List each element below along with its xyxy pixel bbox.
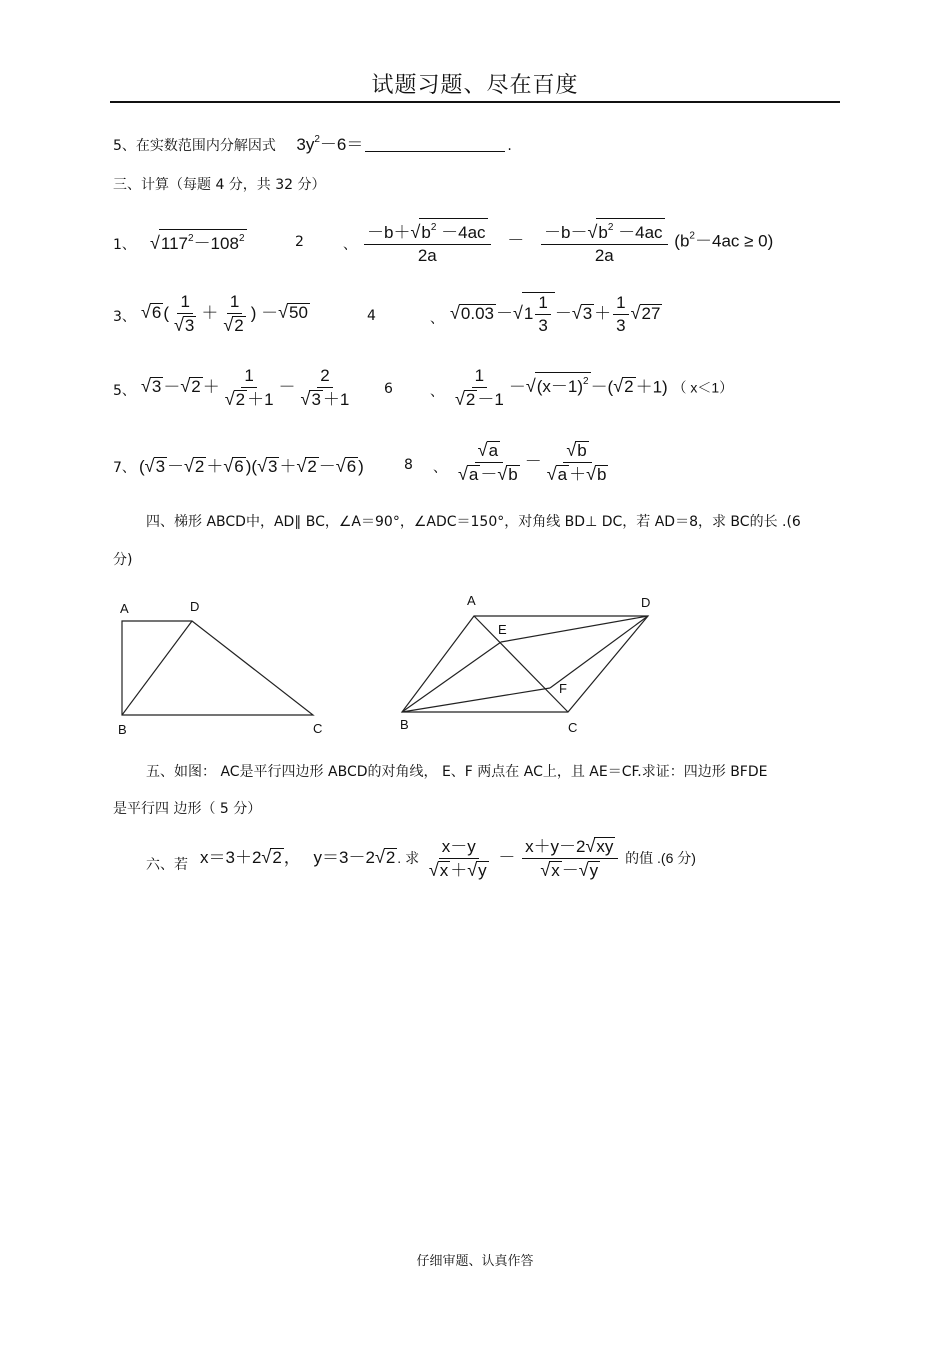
section-6-expr: x＝3＋2√2 ， y＝3－2√2 . 求 $\frac{x-y}{√x +√y}$ － $\frac{x+y-2√xy}{√x -√y}$ 的值 .(6 分): [200, 836, 696, 880]
vertex-c-label: C: [568, 720, 578, 735]
segment-fd: [550, 616, 648, 688]
problem-6-sep: 、: [430, 384, 444, 400]
problem-2-number: 2: [295, 234, 304, 250]
page-footer: 仔细审题、认真作答: [416, 1254, 534, 1269]
q5-label: 5、在实数范围内分解因式: [113, 138, 276, 154]
header-rule: [110, 101, 840, 103]
q5-expr: $3y^2-6=$: [296, 134, 364, 154]
answer-blank[interactable]: [365, 137, 505, 152]
section-3-title: 三、计算（每题 4 分，共 32 分）: [113, 177, 326, 193]
segment-bf: [402, 688, 550, 712]
vertex-d-label: D: [641, 595, 651, 610]
problem-7-number: 7、: [113, 460, 136, 476]
vertex-a-label: A: [467, 593, 476, 608]
segment-ed: [501, 616, 648, 642]
problem-8-number: 8: [404, 457, 413, 473]
section-5-line-1: 五、如图： AC是平行四边形 ABCD的对角线， E、F 两点在 AC上，且 AE＝CF.求证：四边形 BFDE: [146, 764, 768, 780]
problem-6-expr: $\frac{1}{√2 -1}$ $-√(x-1)^2 -(√2 +1)$ （ x＜1）: [455, 366, 734, 409]
trapezoid-outline: [122, 621, 313, 715]
diagonal-bd: [122, 621, 192, 715]
problem-7-expr: (√3 －√2 ＋√6 )(√3 ＋√2 －√6 ): [139, 456, 364, 476]
figure-trapezoid: [110, 595, 340, 745]
section-5-line-2: 是平行四 边形（ 5 分）: [113, 801, 262, 817]
problem-1-number: 1、: [113, 237, 136, 253]
problem-1-expr: $√117^2-108^2$: [150, 229, 247, 254]
problem-5-number: 5、: [113, 383, 136, 399]
vertex-a-label: A: [120, 601, 129, 616]
figure-parallelogram: [390, 590, 670, 740]
problem-8-expr: $\frac{√a}{√a -√b}$ － $\frac{√b}{√a +√b}$: [458, 440, 607, 484]
section-4-line-1: 四、梯形 ABCD中，AD∥ BC，∠A＝90°，∠ADC＝150°，对角线 BD⊥ DC，若 AD＝8，求 BC的长 .(6: [146, 514, 801, 530]
vertex-b-label: B: [118, 722, 127, 737]
vertex-d-label: D: [190, 599, 200, 614]
segment-be: [402, 642, 501, 712]
problem-2-expr: $\frac{-b+√b^2 -4ac}{2a}$ － $\frac{-b-√b^2 -4ac}{2a}$ $(b^2-4ac \ge 0)$: [362, 218, 773, 266]
vertex-b-label: B: [400, 717, 409, 732]
section-4-line-2: 分): [113, 552, 133, 568]
point-f-label: F: [559, 681, 567, 696]
problem-3-expr: √6 ( $\frac{1}{√3}$ ＋ $\frac{1}{√2}$ ) －√50: [141, 292, 308, 335]
page-header-title: 试题习题、尽在百度: [371, 73, 579, 98]
parallelogram-outline: [402, 616, 648, 712]
problem-6-number: 6: [384, 381, 393, 397]
problem-8-sep: 、: [433, 460, 447, 476]
problem-2-sep: 、: [343, 237, 357, 253]
problem-3-number: 3、: [113, 309, 136, 325]
problem-4-expr: √0.03 －√1 $\frac{1}{3}$ －√3 ＋ $\frac{1}{3}$ √27: [450, 293, 661, 335]
problem-5-expr: √3 －√2 ＋ $\frac{1}{√2 +1}$ － $\frac{2}{√3 +1}$: [141, 366, 350, 409]
section-6-lead: 六、若: [146, 857, 188, 873]
vertex-c-label: C: [313, 721, 323, 736]
problem-4-sep: 、: [430, 311, 444, 327]
problem-4-number: 4: [367, 308, 376, 324]
point-e-label: E: [498, 622, 507, 637]
question-5: 5、在实数范围内分解因式 $3y^2-6=$ .: [113, 134, 512, 154]
